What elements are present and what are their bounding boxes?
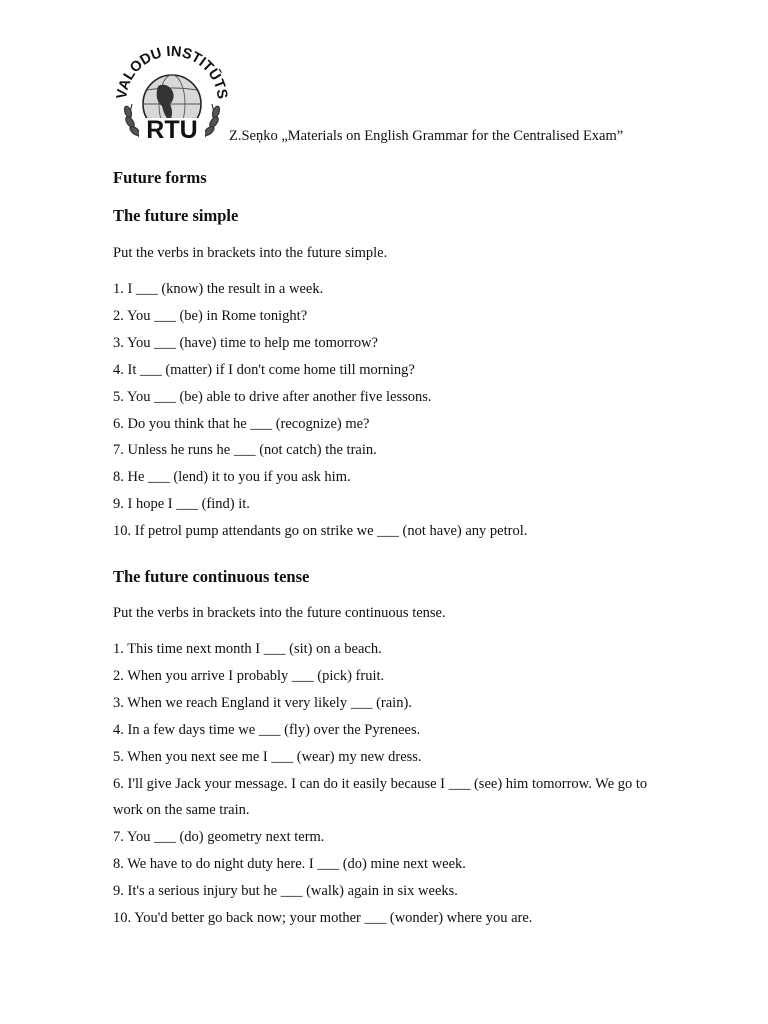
header-caption: Z.Seņko „Materials on English Grammar for the Centralised Exam” <box>229 128 624 144</box>
list-item: 6. I'll give Jack your message. I can do it easily because I ___ (see) him tomorrow. We go to work on the same train. <box>113 775 648 819</box>
list-item: 4. It ___ (matter) if I don't come home till morning? <box>113 361 415 378</box>
instruction-future-continuous: Put the verbs in brackets into the future continuous tense. <box>113 605 446 621</box>
instruction-future-simple: Put the verbs in brackets into the future simple. <box>113 245 388 261</box>
list-item: 5. You ___ (be) able to drive after another five lessons. <box>113 388 432 405</box>
valodu-instituts-logo <box>112 42 232 148</box>
list-item: 3. You ___ (have) time to help me tomorrow? <box>113 334 378 351</box>
section-heading-future-simple: The future simple <box>113 206 239 225</box>
list-item: 7. You ___ (do) geometry next term. <box>113 829 325 846</box>
list-item: 9. It's a serious injury but he ___ (walk) again in six weeks. <box>113 883 458 900</box>
list-item: 7. Unless he runs he ___ (not catch) the train. <box>113 442 377 459</box>
list-item: 2. When you arrive I probably ___ (pick) fruit. <box>113 667 385 684</box>
list-item: 5. When you next see me I ___ (wear) my new dress. <box>113 748 422 765</box>
logo-arc-text: VALODU INSTITŪTS <box>114 43 231 101</box>
list-item: 4. In a few days time we ___ (fly) over the Pyrenees. <box>113 721 421 738</box>
list-item: 2. You ___ (be) in Rome tonight? <box>113 307 308 324</box>
list-item: 6. Do you think that he ___ (recognize) me? <box>113 415 370 432</box>
list-item: 8. He ___ (lend) it to you if you ask him. <box>113 469 351 486</box>
list-item: 1. This time next month I ___ (sit) on a beach. <box>113 641 382 657</box>
list-item: 8. We have to do night duty here. I ___ (do) mine next week. <box>113 856 466 873</box>
list-item: 3. When we reach England it very likely ___ (rain). <box>113 694 412 711</box>
section-heading-future-continuous: The future continuous tense <box>113 567 310 586</box>
list-item: 10. You'd better go back now; your mother ___ (wonder) where you are. <box>113 910 533 927</box>
list-item: 9. I hope I ___ (find) it. <box>113 496 250 513</box>
page-title: Future forms <box>113 168 207 187</box>
list-item: 1. I ___ (know) the result in a week. <box>113 281 324 297</box>
exercise-list-future-continuous <box>113 636 673 932</box>
logo-rtu-text: RTU <box>146 116 198 144</box>
list-item: 10. If petrol pump attendants go on strike we ___ (not have) any petrol. <box>113 523 528 540</box>
exercise-list-future-simple <box>113 276 673 545</box>
